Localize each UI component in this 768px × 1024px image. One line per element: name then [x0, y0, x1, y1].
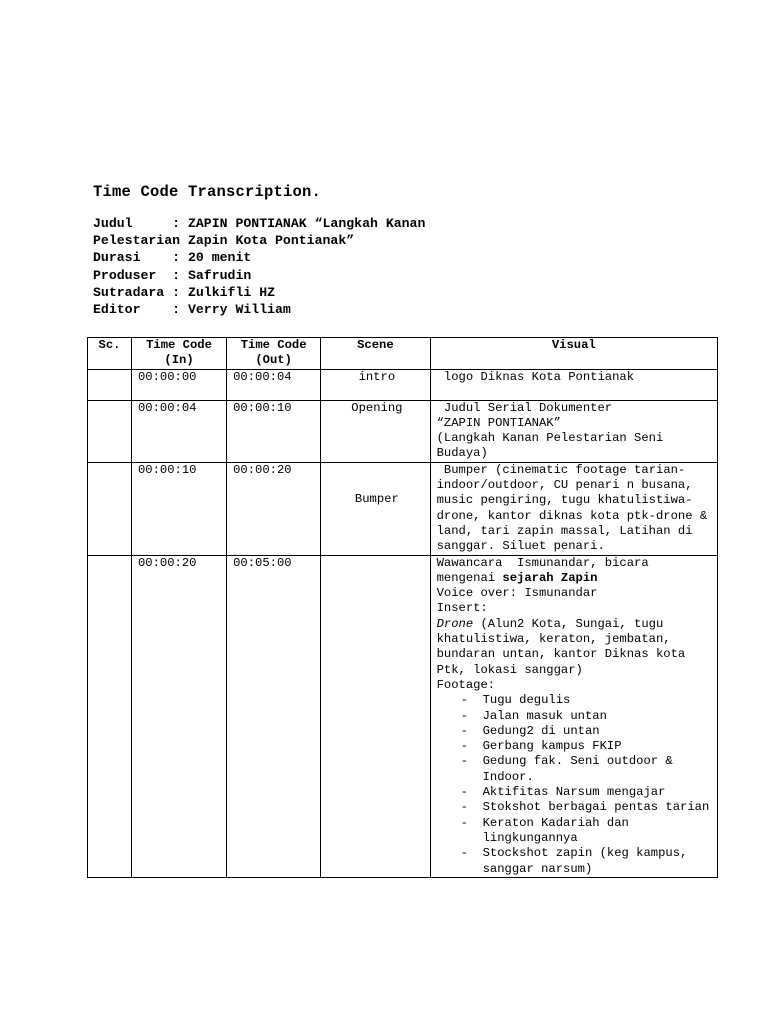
list-item: - Gerbang kampus FKIP: [461, 739, 714, 754]
cell-tc-in: 00:00:00: [131, 369, 226, 400]
visual-line: Voice over: Ismunandar: [436, 586, 598, 601]
cell-visual: [430, 555, 717, 877]
cell-tc-out: 00:00:04: [227, 369, 321, 400]
list-item: - Stockshot zapin (keg kampus, sanggar narsum): [461, 846, 714, 877]
cell-tc-in: 00:00:20: [131, 555, 226, 877]
meta-editor: Editor : Verry William: [93, 302, 291, 318]
visual-line: Footage:: [436, 677, 496, 692]
visual-line: (Langkah Kanan Pelestarian Seni Budaya): [436, 431, 664, 461]
visual-line: “ZAPIN PONTIANAK”: [436, 415, 561, 430]
list-item: - Stokshot berbagai pentas tarian: [461, 800, 714, 815]
cell-sc: [88, 369, 132, 400]
list-item: - Keraton Kadariah dan lingkungannya: [461, 816, 714, 847]
cell-scene: intro: [321, 369, 430, 400]
visual-line: Insert:: [436, 601, 488, 616]
metadata-block: [93, 215, 425, 318]
visual-line: mengenai sejarah Zapin: [436, 570, 598, 585]
meta-judul-cont: Pelestarian Zapin Kota Pontianak”: [93, 233, 355, 249]
list-item: - Gedung fak. Seni outdoor & Indoor.: [461, 754, 714, 785]
time-code-table: [87, 337, 718, 878]
header-visual: Visual: [430, 338, 717, 370]
cell-sc: [88, 400, 132, 462]
cell-scene: [321, 555, 430, 877]
visual-line: Wawancara Ismunandar, bicara: [436, 555, 649, 570]
emphasis-text: sejarah Zapin: [502, 570, 598, 585]
cell-tc-in: 00:00:10: [131, 462, 226, 555]
table-row: [88, 555, 718, 877]
meta-judul: Judul : ZAPIN PONTIANAK “Langkah Kanan: [93, 216, 426, 231]
table-row: [88, 369, 718, 400]
visual-line: Judul Serial Dokumenter: [436, 400, 613, 415]
table-row: [88, 462, 718, 555]
cell-scene: Opening: [321, 400, 430, 462]
list-item: - Jalan masuk untan: [461, 709, 714, 724]
table-row: [88, 400, 718, 462]
header-sc: Sc.: [88, 338, 132, 370]
header-tc-in: Time Code (In): [131, 338, 226, 370]
header-scene: Scene: [321, 338, 430, 370]
cell-tc-out: 00:00:10: [227, 400, 321, 462]
list-item: - Aktifitas Narsum mengajar: [461, 785, 714, 800]
cell-tc-out: 00:05:00: [227, 555, 321, 877]
list-item: - Tugu degulis: [461, 693, 714, 708]
list-item: - Gedung2 di untan: [461, 724, 714, 739]
cell-sc: [88, 555, 132, 877]
meta-durasi: Durasi : 20 menit: [93, 250, 252, 266]
cell-sc: [88, 462, 132, 555]
footage-list: [437, 693, 714, 877]
cell-visual: logo Diknas Kota Pontianak: [430, 369, 717, 400]
document-title: Time Code Transcription.: [93, 183, 322, 201]
drone-label: Drone: [436, 616, 474, 631]
cell-scene: Bumper: [321, 462, 430, 555]
cell-visual: Bumper (cinematic footage tarian-indoor/outdoor, CU penari n busana, music pengiring, tugu khatulistiwa-drone, kantor diknas kota ptk-drone & land, tari zapin massal, Latihan di sanggar. Siluet penari.: [430, 462, 717, 555]
visual-line: Drone (Alun2 Kota, Sungai, tugu khatulistiwa, keraton, jembatan, bundaran untan, kantor Diknas kota Ptk, lokasi sanggar): [436, 616, 686, 677]
cell-visual: [430, 400, 717, 462]
cell-tc-in: 00:00:04: [131, 400, 226, 462]
cell-tc-out: 00:00:20: [227, 462, 321, 555]
meta-produser: Produser : Safrudin: [93, 267, 252, 283]
table-header-row: [88, 338, 718, 370]
meta-sutradara: Sutradara : Zulkifli HZ: [93, 284, 276, 300]
header-tc-out: Time Code (Out): [227, 338, 321, 370]
